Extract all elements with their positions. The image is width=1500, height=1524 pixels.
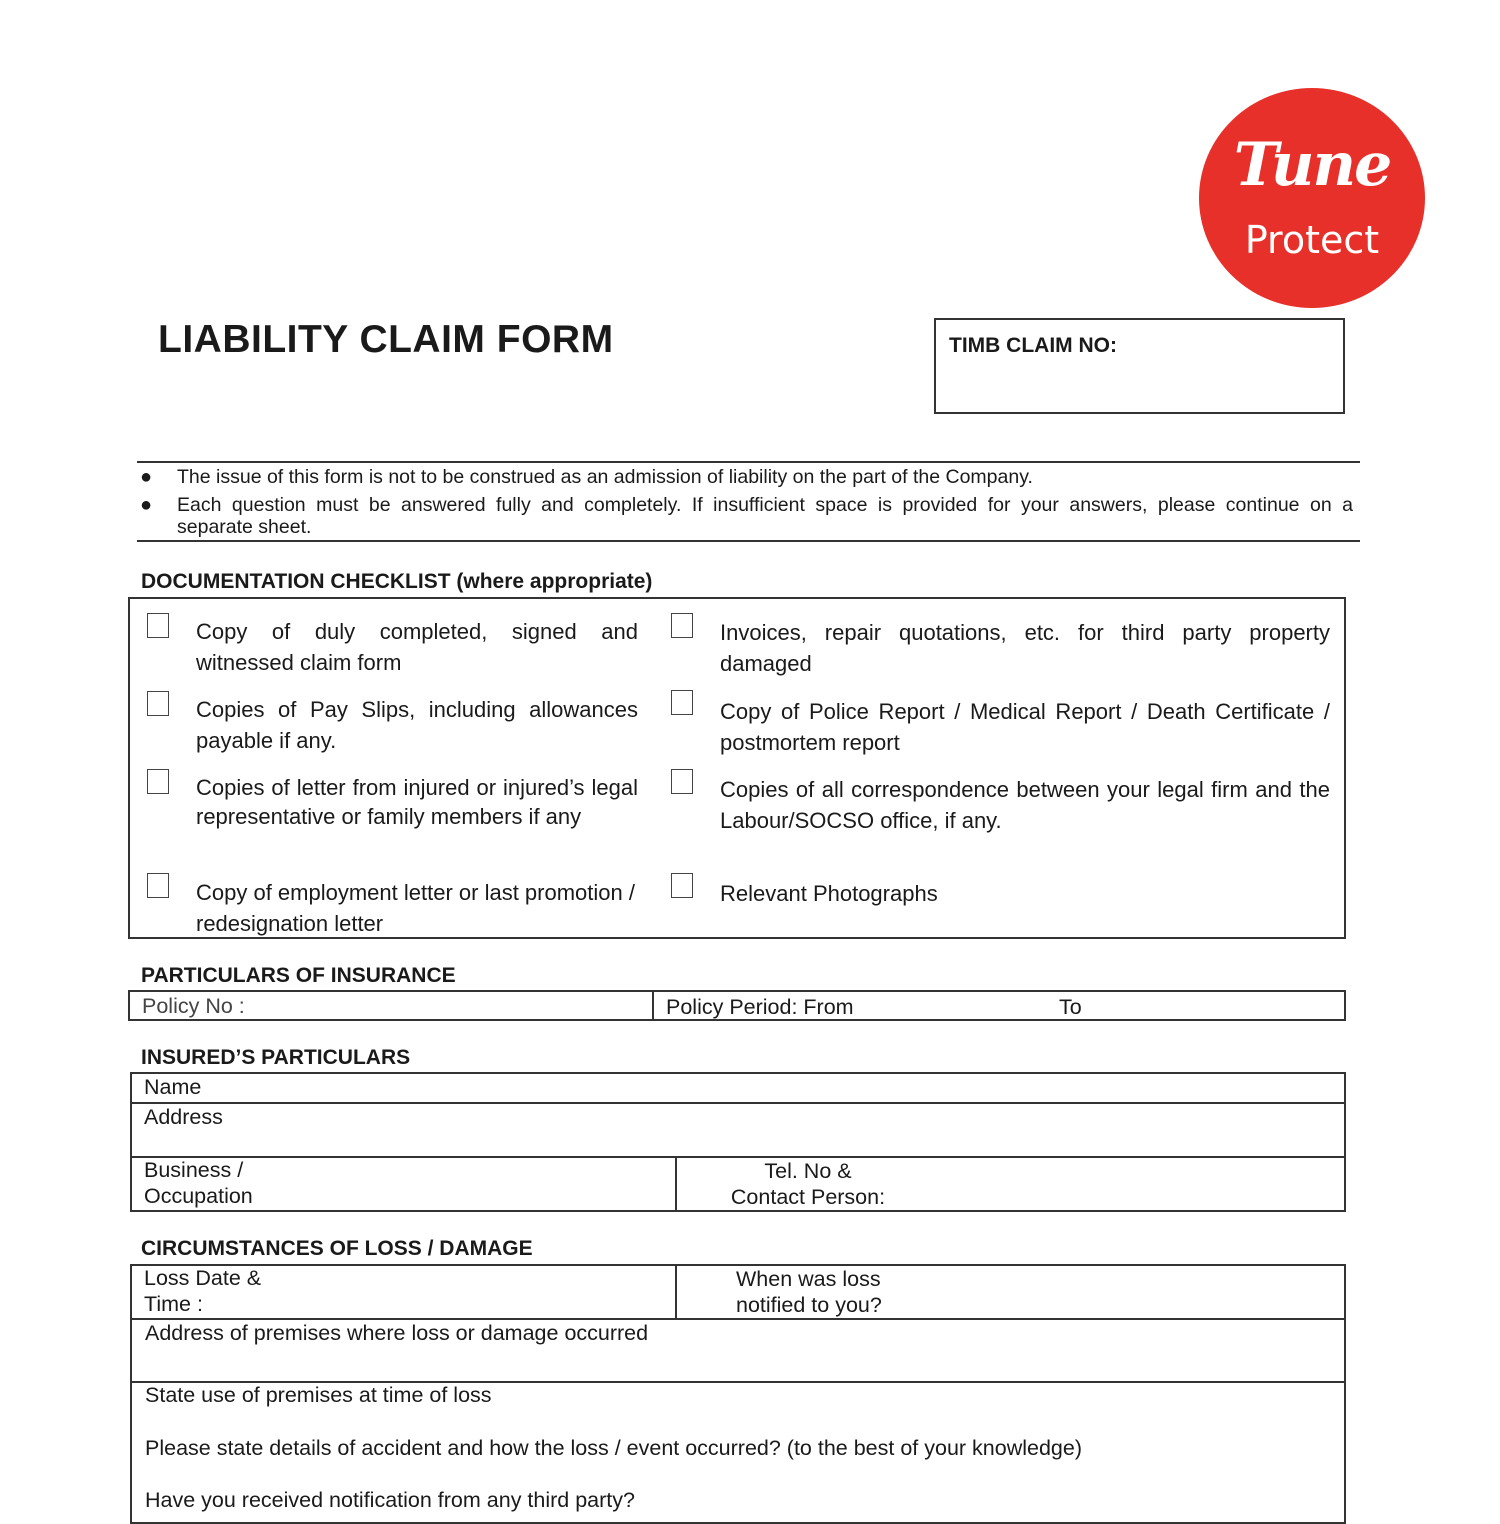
insured-heading: INSURED’S PARTICULARS — [141, 1046, 411, 1069]
checklist-item: Copies of letter from injured or injured’s legal representative or family members if any — [196, 775, 638, 829]
checklist-heading: DOCUMENTATION CHECKLIST (where appropriate) — [141, 570, 653, 593]
policy-period-from-field[interactable]: Policy Period: From — [666, 995, 854, 1019]
checklist-heading-note: (where appropriate) — [456, 570, 653, 593]
address-field[interactable]: Address — [144, 1105, 223, 1129]
bullet-icon: ● — [140, 466, 153, 488]
third-party-question[interactable]: Have you received notification from any third party? — [145, 1488, 635, 1512]
tune-protect-logo — [1199, 88, 1425, 308]
checklist-item: Copies of all correspondence between your legal firm and the Labour/SOCSO office, if any. — [720, 777, 1330, 833]
loss-date-field: Loss Date & Time : — [144, 1266, 262, 1316]
checkbox[interactable] — [147, 873, 169, 898]
page-title: LIABILITY CLAIM FORM — [158, 318, 614, 361]
note-2-cont: separate sheet. — [177, 516, 312, 538]
policy-period-to-field[interactable]: To — [1059, 995, 1082, 1019]
checkbox[interactable] — [147, 769, 169, 794]
divider — [675, 1156, 677, 1212]
logo-text-tune: Tune — [1233, 130, 1391, 200]
checklist-item: Copy of employment letter or last promotion / redesignation letter — [196, 880, 635, 936]
premises-address-field[interactable]: Address of premises where loss or damage occurred — [145, 1321, 649, 1345]
notified-field: When was loss notified to you? — [736, 1267, 882, 1317]
checklist-item: Relevant Photographs — [720, 881, 938, 906]
note-2: Each question must be answered fully and completely. If insufficient space is provided for your answers, please continue on a — [177, 494, 1353, 516]
circumstances-heading: CIRCUMSTANCES OF LOSS / DAMAGE — [141, 1237, 533, 1260]
accident-details-field[interactable]: Please state details of accident and how the loss / event occurred? (to the best of your knowledge) — [145, 1436, 1082, 1460]
checkbox[interactable] — [147, 691, 169, 716]
divider — [675, 1264, 677, 1319]
note-1: The issue of this form is not to be construed as an admission of liability on the part of the Company. — [177, 466, 1033, 488]
business-field: Business / Occupation — [144, 1158, 253, 1208]
premises-use-field[interactable]: State use of premises at time of loss — [145, 1383, 492, 1407]
name-field[interactable]: Name — [144, 1075, 202, 1099]
claim-no-field[interactable] — [934, 318, 1345, 414]
tel-field: Tel. No & Contact Person: — [730, 1159, 886, 1209]
checklist-item: Copies of Pay Slips, including allowances payable if any. — [196, 697, 638, 753]
logo-text-protect: Protect — [1244, 218, 1380, 262]
checkbox[interactable] — [671, 873, 693, 898]
divider — [137, 461, 1360, 463]
bullet-icon: ● — [140, 494, 153, 516]
checkbox[interactable] — [671, 769, 693, 794]
divider — [130, 1102, 1346, 1104]
checkbox[interactable] — [147, 613, 169, 638]
checklist-item: Copy of Police Report / Medical Report / Death Certificate / postmortem report — [720, 699, 1330, 755]
checkbox[interactable] — [671, 613, 693, 638]
insurance-heading: PARTICULARS OF INSURANCE — [141, 964, 456, 987]
checklist-item: Copy of duly completed, signed and witnessed claim form — [196, 619, 638, 675]
checkbox[interactable] — [671, 690, 693, 715]
checklist-item: Invoices, repair quotations, etc. for third party property damaged — [720, 620, 1330, 676]
divider — [137, 540, 1360, 542]
claim-no-label: TIMB CLAIM NO: — [949, 334, 1117, 357]
divider — [652, 990, 654, 1021]
policy-no-field[interactable]: Policy No : — [142, 994, 245, 1018]
